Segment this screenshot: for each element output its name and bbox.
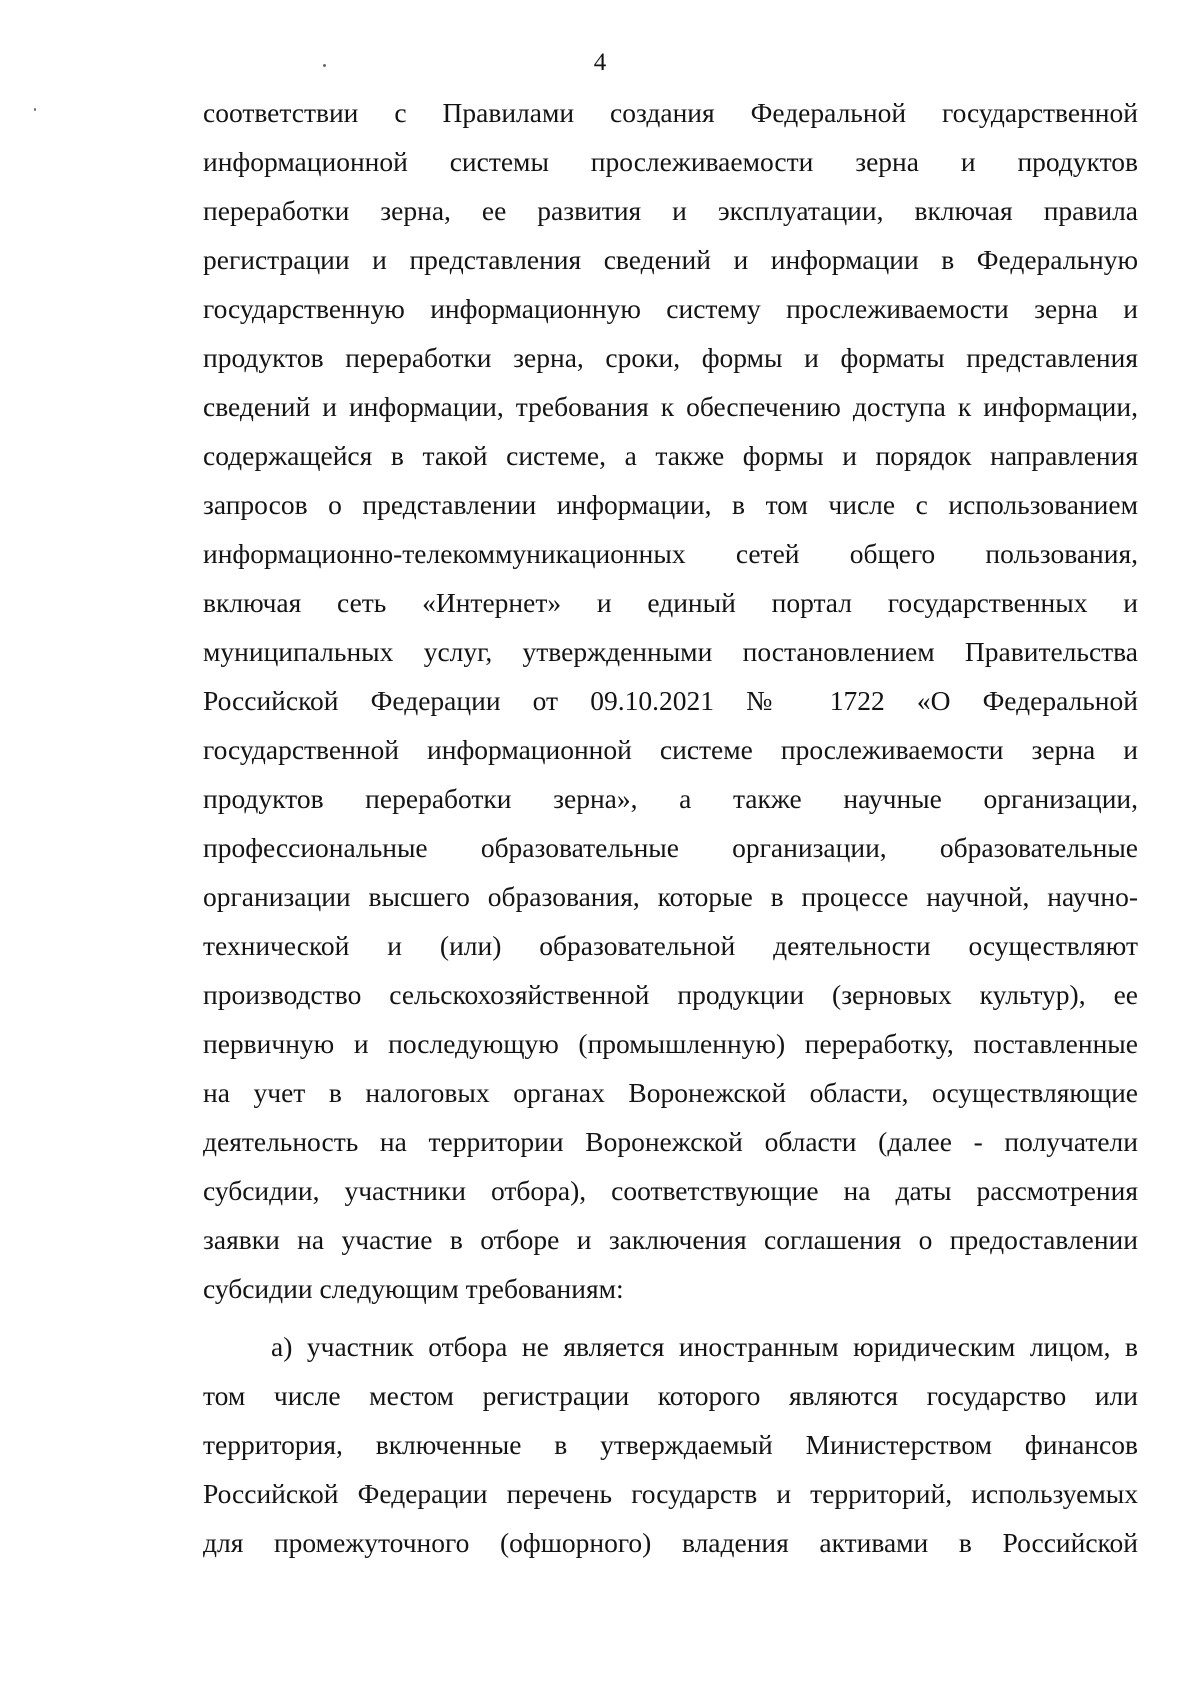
paragraph-spacer <box>203 1313 1138 1322</box>
text-line: сведений и информации, требования к обеспечению доступа к информации, <box>203 391 1138 422</box>
text-line: переработки зерна, ее развития и эксплуатации, включая правила <box>203 195 1138 226</box>
text-line: продуктов переработки зерна, сроки, формы и форматы представления <box>203 342 1138 373</box>
text-line: том числе местом регистрации которого являются государство или <box>203 1380 1138 1411</box>
text-line: Российской Федерации перечень государств и территорий, используемых <box>203 1478 1138 1509</box>
text-line: информационно-телекоммуникационных сетей общего пользования, <box>203 538 1138 569</box>
text-line: территория, включенные в утверждаемый Министерством финансов <box>203 1429 1138 1460</box>
text-line: а) участник отбора не является иностранным юридическим лицом, в <box>271 1331 1138 1362</box>
text-line: регистрации и представления сведений и информации в Федеральную <box>203 244 1138 275</box>
text-line: соответствии с Правилами создания Федеральной государственной <box>203 97 1138 128</box>
text-line: деятельность на территории Воронежской области (далее - получатели <box>203 1126 1138 1157</box>
text-line: запросов о представлении информации, в том числе с использованием <box>203 489 1138 520</box>
text-line: включая сеть «Интернет» и единый портал государственных и <box>203 587 1138 618</box>
paragraph-1 <box>203 88 1138 1313</box>
scan-speck <box>323 64 326 67</box>
text-line: технической и (или) образовательной деятельности осуществляют <box>203 930 1138 961</box>
document-body <box>203 88 1138 1567</box>
text-line: на учет в налоговых органах Воронежской области, осуществляющие <box>203 1077 1138 1108</box>
text-line: организации высшего образования, которые в процессе научной, научно- <box>203 881 1138 912</box>
text-line: государственной информационной системе прослеживаемости зерна и <box>203 734 1138 765</box>
text-line: информационной системы прослеживаемости зерна и продуктов <box>203 146 1138 177</box>
text-line: продуктов переработки зерна», а также научные организации, <box>203 783 1138 814</box>
text-line: государственную информационную систему прослеживаемости зерна и <box>203 293 1138 324</box>
scan-speck <box>34 108 36 111</box>
paragraph-2 <box>203 1322 1138 1567</box>
text-line: заявки на участие в отборе и заключения соглашения о предоставлении <box>203 1224 1138 1255</box>
text-line: муниципальных услуг, утвержденными постановлением Правительства <box>203 636 1138 667</box>
text-line: для промежуточного (офшорного) владения активами в Российской <box>203 1527 1138 1558</box>
text-line: содержащейся в такой системе, а также формы и порядок направления <box>203 440 1138 471</box>
page-number: 4 <box>593 49 607 76</box>
text-line: производство сельскохозяйственной продукции (зерновых культур), ее <box>203 979 1138 1010</box>
text-line: субсидии, участники отбора), соответствующие на даты рассмотрения <box>203 1175 1138 1206</box>
text-line: субсидии следующим требованиям: <box>203 1273 624 1304</box>
text-line: первичную и последующую (промышленную) переработку, поставленные <box>203 1028 1138 1059</box>
text-line: Российской Федерации от 09.10.2021 № 1722 «О Федеральной <box>203 685 1138 716</box>
text-line: профессиональные образовательные организации, образовательные <box>203 832 1138 863</box>
